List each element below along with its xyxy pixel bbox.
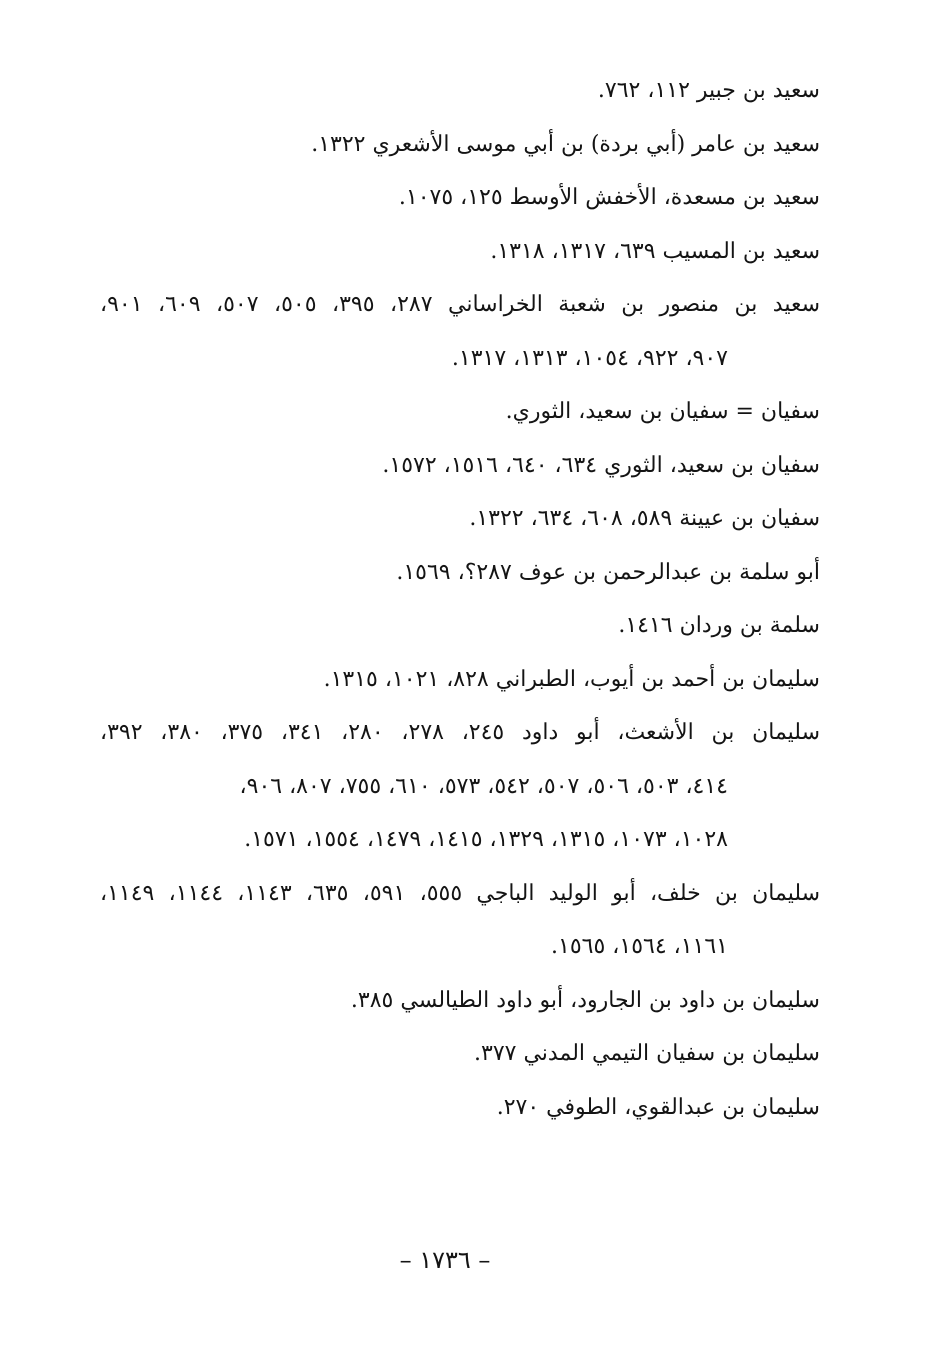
index-entry: سلمة بن وردان ١٤١٦. [618, 613, 820, 638]
index-entry: أبو سلمة بن عبدالرحمن بن عوف ٢٨٧؟، ١٥٦٩. [396, 559, 820, 585]
index-entry: سعيد بن المسيب ٦٣٩، ١٣١٧، ١٣١٨. [490, 238, 820, 264]
page-number: – ١٧٣٦ – [399, 1246, 491, 1274]
index-entry-continuation: ١١٦١، ١٥٦٤، ١٥٦٥. [551, 934, 728, 959]
index-entry: سليمان بن سفيان التيمي المدني ٣٧٧. [474, 1041, 820, 1066]
index-entry: سعيد بن جبير ١١٢، ٧٦٢. [597, 78, 820, 103]
index-entry: سفيان بن عيينة ٥٨٩، ٦٠٨، ٦٣٤، ١٣٢٢. [469, 506, 820, 531]
index-entry: سليمان بن داود بن الجارود، أبو داود الطيالسي ٣٨٥. [350, 987, 820, 1013]
index-entry-continuation: ٤١٤، ٥٠٣، ٥٠٦، ٥٠٧، ٥٤٢، ٥٧٣، ٦١٠، ٧٥٥، ٨٠٧، ٩٠٦، [239, 773, 728, 799]
index-entry: سليمان بن الأشعث، أبو داود ٢٤٥، ٢٧٨، ٢٨٠، ٣٤١، ٣٧٥، ٣٨٠، ٣٩٢، [100, 720, 821, 745]
index-entry-continuation: ١٠٢٨، ١٠٧٣، ١٣١٥، ١٣٢٩، ١٤١٥، ١٤٧٩، ١٥٥٤، ١٥٧١. [244, 827, 728, 852]
index-entry: سفيان = سفيان بن سعيد، الثوري. [505, 399, 820, 424]
index-entry: سليمان بن أحمد بن أيوب، الطبراني ٨٢٨، ١٠٢١، ١٣١٥. [323, 666, 820, 692]
index-entry: سفيان بن سعيد، الثوري ٦٣٤، ٦٤٠، ١٥١٦، ١٥٧٢. [382, 452, 820, 478]
index-entry: سليمان بن عبدالقوي، الطوفي ٢٧٠. [496, 1094, 820, 1120]
index-entry: سعيد بن منصور بن شعبة الخراساني ٢٨٧، ٣٩٥، ٥٠٥، ٥٠٧، ٦٠٩، ٩٠١، [100, 292, 821, 317]
index-entry: سعيد بن عامر (أبي بردة) بن أبي موسى الأشعري ١٣٢٢. [311, 131, 820, 157]
index-entry: سعيد بن مسعدة، الأخفش الأوسط ١٢٥، ١٠٧٥. [398, 185, 820, 210]
name-index-list [100, 64, 820, 1134]
index-entry: سليمان بن خلف، أبو الوليد الباجي ٥٥٥، ٥٩١، ٦٣٥، ١١٤٣، ١١٤٤، ١١٤٩، [100, 880, 821, 906]
index-entry-continuation: ٩٠٧، ٩٢٢، ١٠٥٤، ١٣١٣، ١٣١٧. [451, 345, 728, 371]
